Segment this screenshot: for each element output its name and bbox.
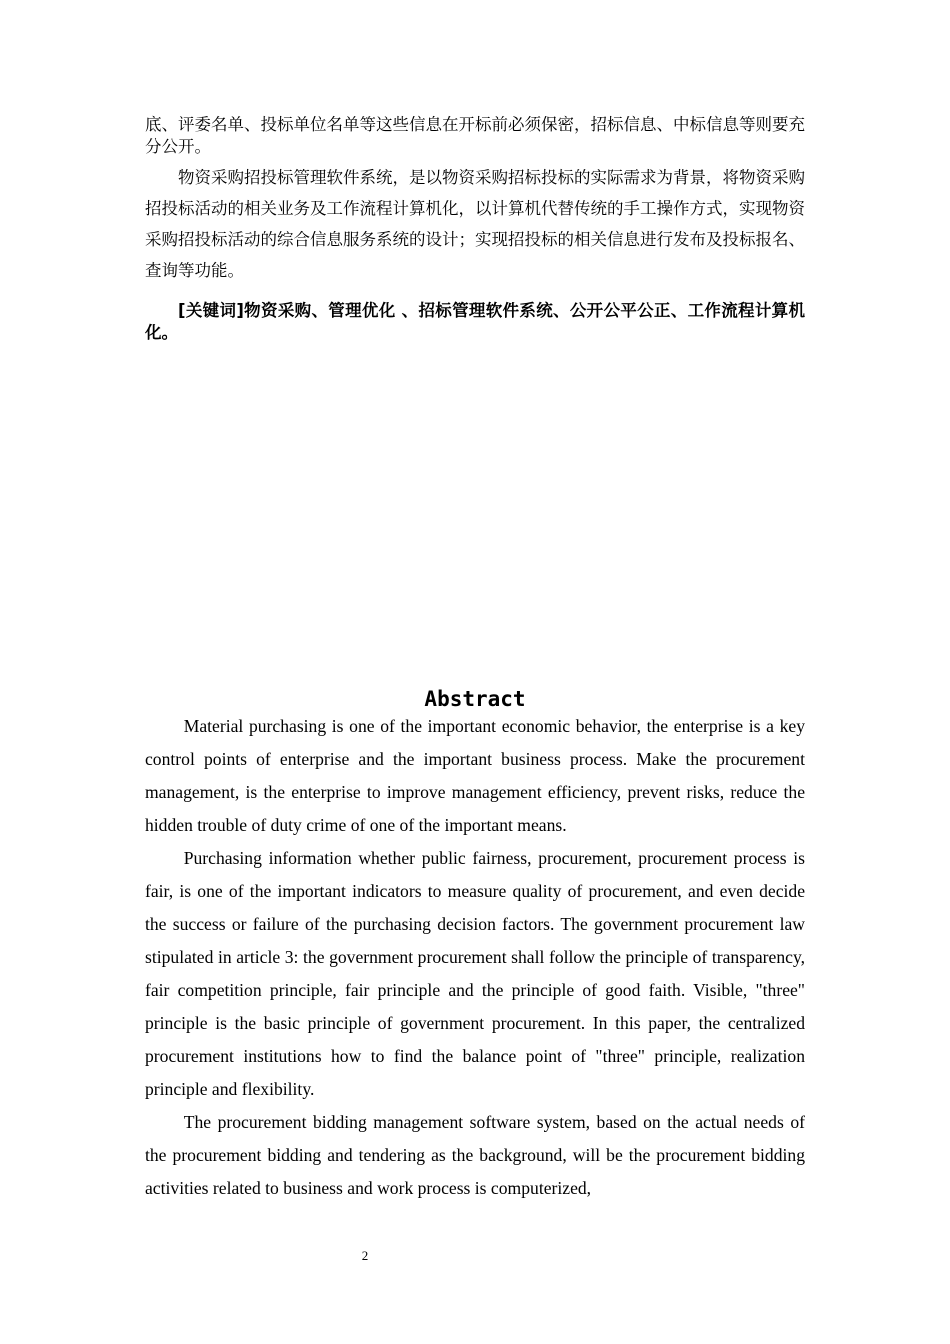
abstract-paragraph-2: Purchasing information whether public fairness, procurement, procurement process is fair, is one of the important indicators to measure quality of procurement, and even decide the success or failure of the purchasing decision factors. The government procurement law stipulated in article 3: the government procurement shall follow the principle of transparency, fair competition principle, fair principle and the principle of good faith. Visible, "three" principle is the basic principle of government procurement. In this paper, the centralized procurement institutions how to find the balance point of "three" principle, realization principle and flexibility. [145,848,805,1099]
abstract-paragraph-1: Material purchasing is one of the important economic behavior, the enterprise is a key control points of enterprise and the important business process. Make the procurement management, is the enterprise to improve management efficiency, prevent risks, reduce the hidden trouble of duty crime of one of the important means. [145,716,805,835]
document-page [145,114,805,1198]
chinese-paragraph-system-description: 物资采购招投标管理软件系统，是以物资采购招标投标的实际需求为背景，将物资采购招投标活动的相关业务及工作流程计算机化，以计算机代替传统的手工操作方式，实现物资采购招投标活动的综合信息服务系统的设计；实现招投标的相关信息进行发布及投标报名、查询等功能。 [145,168,805,280]
page-number: 2 [361,1248,369,1263]
abstract-paragraph-3: The procurement bidding management software system, based on the actual needs of the procurement bidding and tendering as the background, will be the procurement bidding activities related to business and work process is computerized, [145,1112,805,1198]
abstract-body [145,710,805,1205]
chinese-paragraph-continued: 底、评委名单、投标单位名单等这些信息在开标前必须保密，招标信息、中标信息等则要充分公开。 [145,115,805,156]
chinese-keywords: [关键词]物资采购、管理优化 、招标管理软件系统、公开公平公正、工作流程计算机化。 [145,301,805,342]
abstract-heading: Abstract [424,687,526,711]
